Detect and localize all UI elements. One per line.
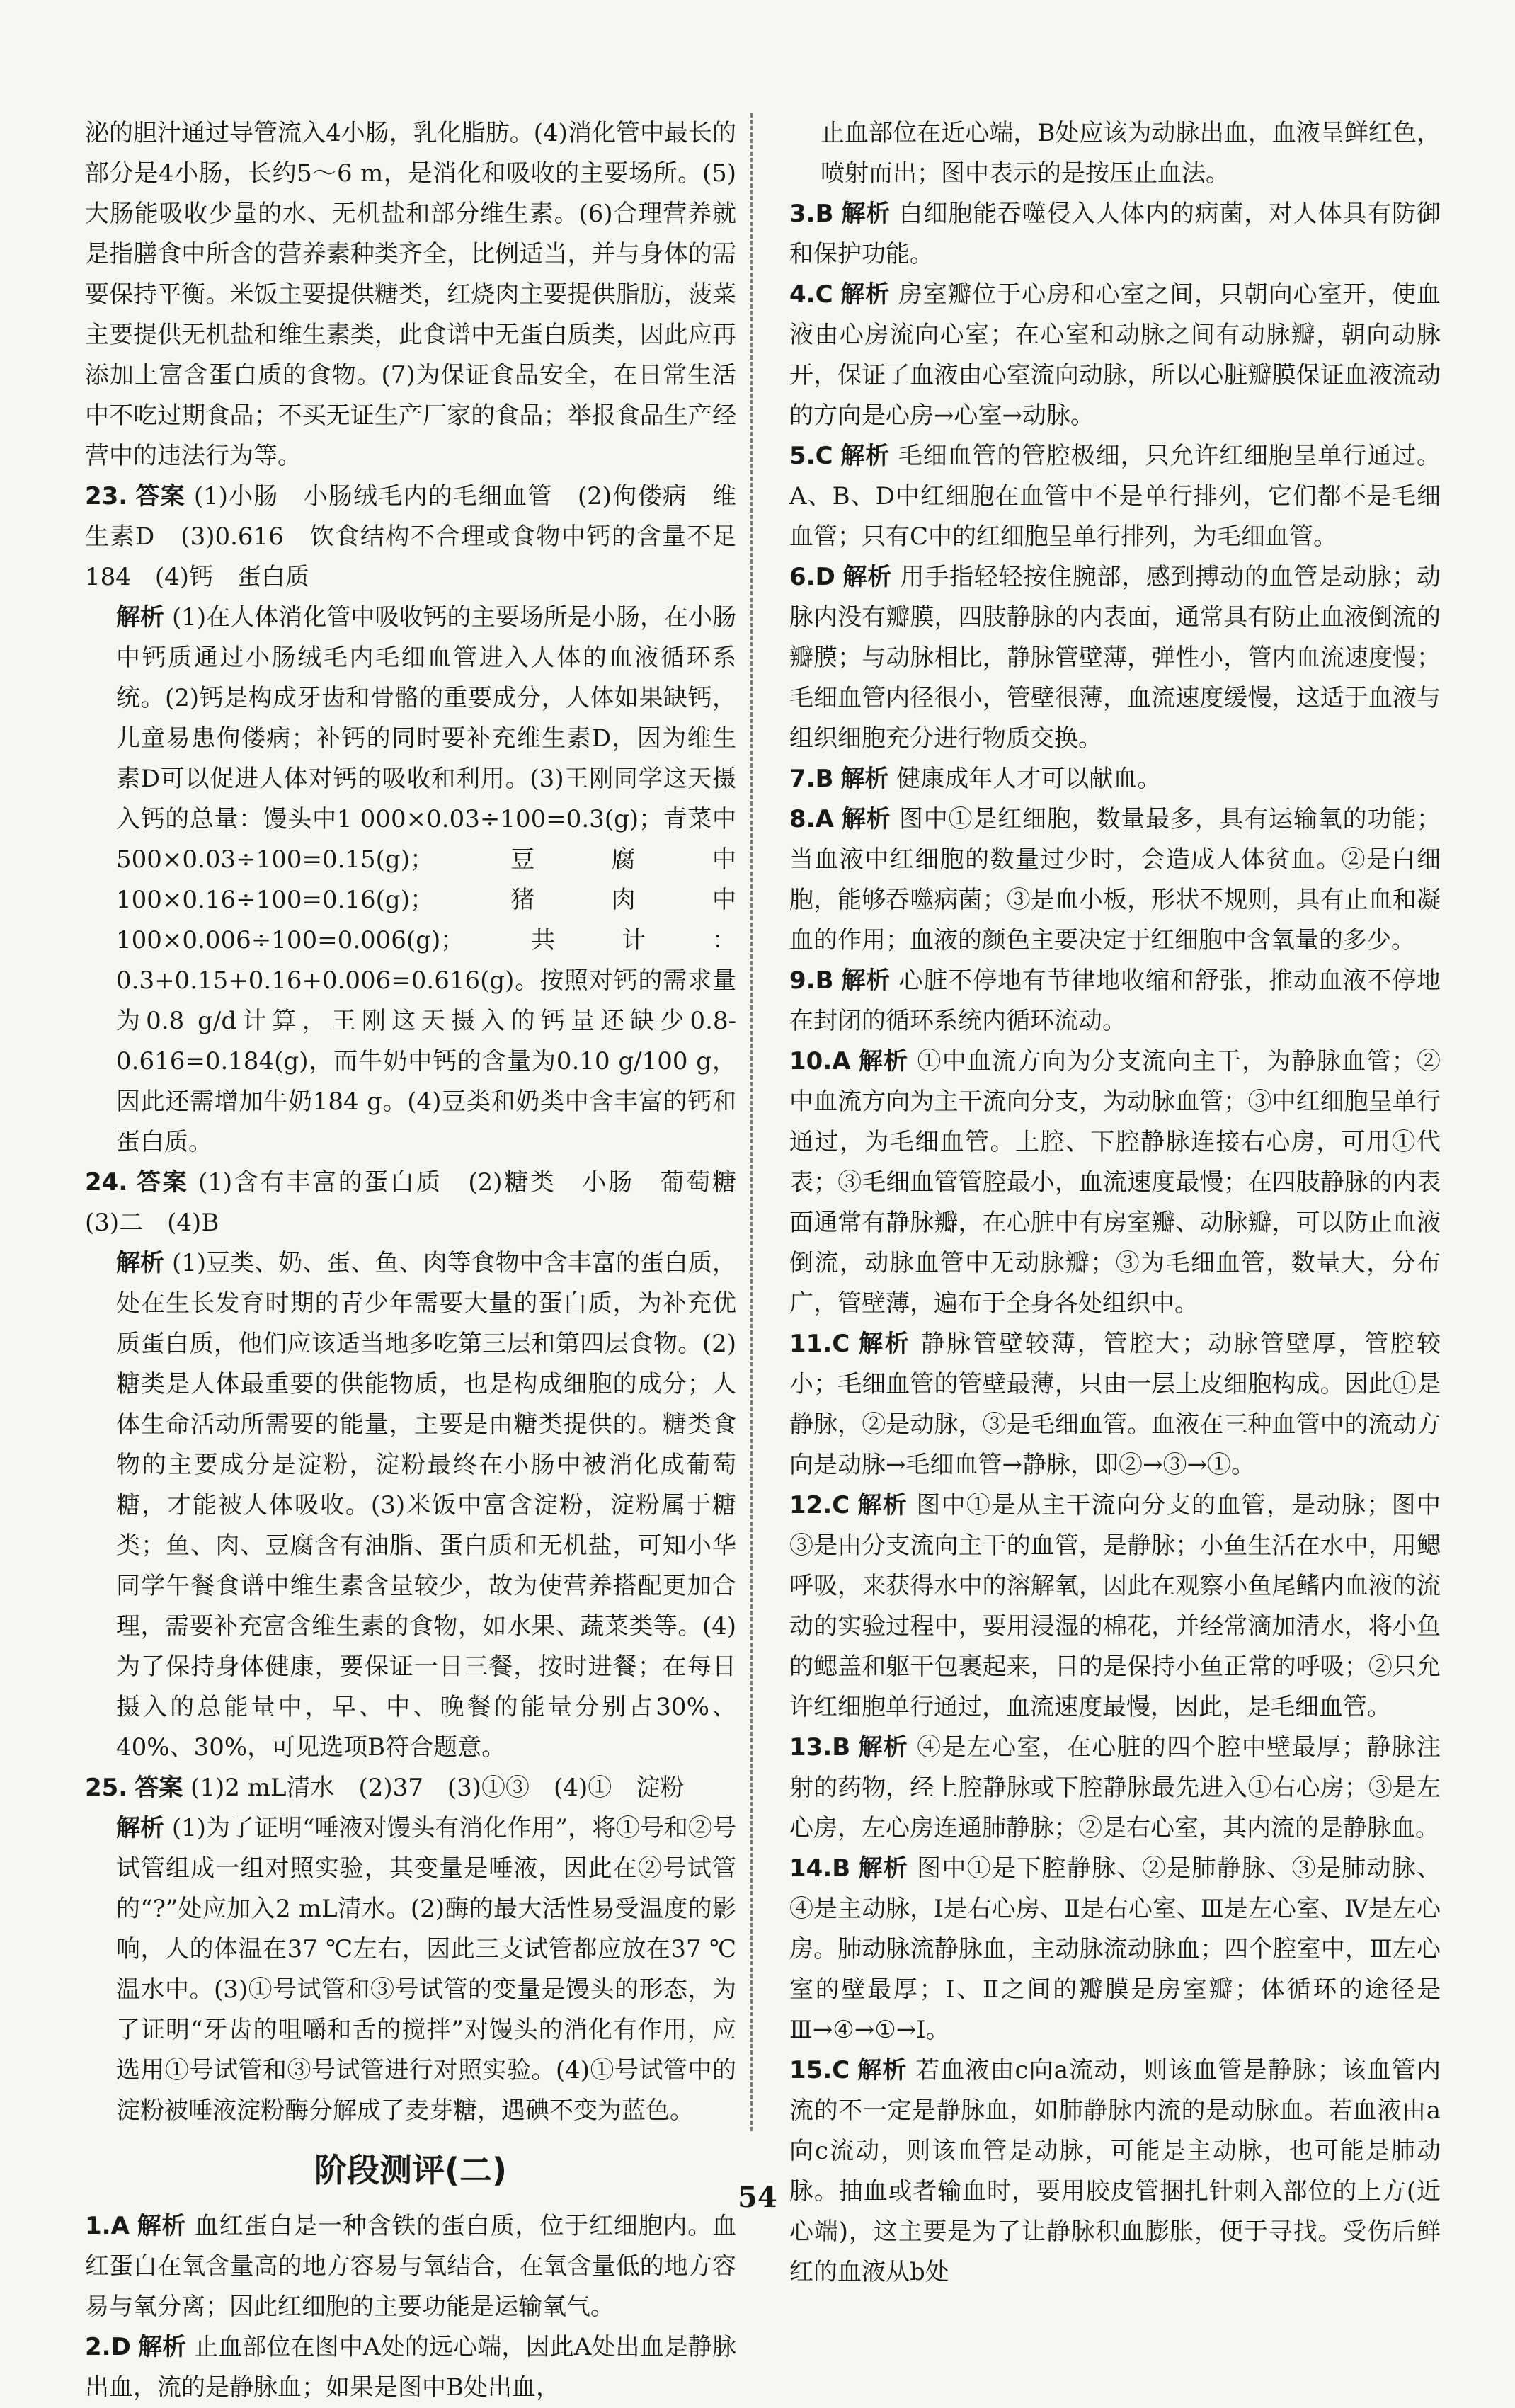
list-item (789, 1042, 1441, 1324)
analysis-text: 白细胞能吞噬侵入人体内的病菌，对人体具有防御和保护功能。 (789, 200, 1441, 268)
analysis-text: 静脉管壁较薄，管腔大；动脉管壁厚，管腔较小；毛细血管的管壁最薄，只由一层上皮细胞构成。因此①是静脉，②是动脉，③是毛细血管。血液在三种血管中的流动方向是动脉→毛细血管→静脉，即②→③→①。 (789, 1330, 1441, 1479)
column-divider (750, 113, 753, 2131)
answer-letter: B (815, 765, 834, 793)
question-number: 12. (789, 1491, 833, 1519)
list-item (789, 799, 1441, 961)
list-item (789, 759, 1441, 799)
answer-letter: B (832, 1733, 851, 1762)
analysis-label: 解析 (857, 1733, 909, 1762)
list-item (789, 194, 1441, 275)
analysis-text: 健康成年人才可以献血。 (896, 765, 1162, 793)
list-item (789, 1728, 1441, 1849)
answer-letter: C (832, 1491, 850, 1519)
analysis-label: 解析 (116, 1249, 165, 1277)
question-number: 13. (789, 1733, 833, 1762)
list-item (789, 1849, 1441, 2050)
answer-letter: C (832, 2056, 850, 2084)
stage-item-2 (85, 2327, 736, 2408)
answer-list (789, 194, 1441, 2293)
answer-letter: B (832, 1854, 851, 1883)
analysis-label: 解析 (857, 1854, 909, 1883)
item-2-continuation: 止血部位在近心端，B处应该为动脉出血，血液呈鲜红色，喷射而出；图中表示的是按压止血法。 (821, 119, 1441, 188)
question-24 (85, 1163, 760, 1768)
analysis-text: (1)豆类、奶、蛋、鱼、肉等食物中含丰富的蛋白质，处在生长发育时期的青少年需要大量的蛋白质，为补充优质蛋白质，他们应该适当地多吃第三层和第四层食物。(2)糖类是人体最重要的供能物质，也是构成细胞的成分；人体生命活动所需要的能量，主要是由糖类提供的。糖类食物的主要成分是淀粉，淀粉最终在小肠中被消化成葡萄糖，才能被人体吸收。(3)米饭中富含淀粉，淀粉属于糖类；鱼、肉、豆腐含有油脂、蛋白质和无机盐，可知小华同学午餐食谱中维生素含量较少，故为使营养搭配更加合理，需要补充富含维生素的食物，如水果、蔬菜类等。(4)为了保持身体健康，要保证一日三餐，按时进餐；在每日摄入的总能量中，早、中、晚餐的能量分别占30%、40%、30%，可见选项B符合题意。 (116, 1249, 737, 1762)
question-number: 5. (789, 442, 816, 470)
analysis-text: 毛细血管的管腔极细，只允许红细胞呈单行通过。A、B、D中红细胞在血管中不是单行排列，它们都不是毛细血管；只有C中的红细胞呈单行排列，为毛细血管。 (789, 442, 1441, 551)
answer-letter: C (832, 1330, 850, 1358)
question-number: 6. (789, 563, 816, 591)
answer-letter: B (815, 966, 834, 995)
section-title: 阶段测评(二) (314, 2151, 508, 2189)
list-item (789, 961, 1441, 1042)
list-item (789, 557, 1441, 759)
question-number: 25. (85, 1774, 128, 1802)
list-item (789, 436, 1441, 557)
analysis-label: 解析 (840, 280, 891, 309)
answer-letter: D (815, 563, 835, 591)
question-number: 3. (789, 200, 816, 228)
answer-letter: D (110, 2333, 131, 2361)
analysis-text: 用手指轻轻按住腕部，感到搏动的血管是动脉；动脉内没有瓣膜，四肢静脉的内表面，通常具有防止血液倒流的瓣膜；与动脉相比，静脉管壁薄，弹性小，管内血流速度慢；毛细血管内径很小，管壁很薄，血流速度缓慢，这适于血液与组织细胞充分进行物质交换。 (789, 563, 1441, 753)
analysis-text: 房室瓣位于心房和心室之间，只朝向心室开，使血液由心房流向心室；在心室和动脉之间有动脉瓣，朝向动脉开，保证了血液由心室流向动脉，所以心脏瓣膜保证血液流动的方向是心房→心室→动脉。 (789, 280, 1441, 430)
answer-letter: B (815, 200, 834, 228)
analysis-text: 心脏不停地有节律地收缩和舒张，推动血液不停地在封闭的循环系统内循环流动。 (789, 966, 1441, 1035)
answer-letter: C (815, 280, 833, 309)
analysis-label: 解析 (137, 2333, 187, 2361)
analysis-label: 解析 (842, 563, 893, 591)
analysis-text: 止血部位在图中A处的远心端，因此A处出血是静脉出血，流的是静脉血；如果是图中B处出血， (85, 2333, 737, 2402)
analysis-text: (1)为了证明“唾液对馒头有消化作用”，将①号和②号试管组成一组对照实验，其变量是唾液，因此在②号试管的“?”处应加入2 mL清水。(2)酶的最大活性易受温度的影响，人的体温在37 ℃左右，因此三支试管都应放在37 ℃温水中。(3)①号试管和③号试管的变量是馒头的形态，为了证明“牙齿的咀嚼和舌的搅拌”对馒头的消化有作用，应选用①号试管和③号试管进行对照实验。(4)①号试管中的淀粉被唾液淀粉酶分解成了麦芽糖，遇碘不变为蓝色。 (116, 1814, 737, 2125)
question-number: 1. (85, 2212, 111, 2240)
question-number: 2. (85, 2333, 111, 2361)
question-23 (85, 477, 760, 1163)
analysis-label: 解析 (857, 1491, 908, 1519)
list-item (789, 275, 1441, 436)
question-25 (85, 1768, 736, 2131)
analysis-label: 解析 (857, 2056, 908, 2084)
question-number: 7. (789, 765, 816, 793)
list-item (789, 1324, 1441, 1485)
analysis-label: 解析 (840, 966, 891, 995)
answer-letter: A (110, 2212, 130, 2240)
analysis-text: 血红蛋白是一种含铁的蛋白质，位于红细胞内。血红蛋白在氧含量高的地方容易与氧结合，在氧含量低的地方容易与氧分离；因此红细胞的主要功能是运输氧气。 (85, 2212, 737, 2321)
answer-letter: A (815, 805, 834, 833)
answer-letter: C (815, 442, 833, 470)
analysis-label: 解析 (136, 2212, 187, 2240)
analysis-label: 解析 (840, 765, 889, 793)
question-number: 15. (789, 2056, 833, 2084)
question-number: 4. (789, 280, 816, 309)
answer-text: (1)小肠 小肠绒毛内的毛细血管 (2)佝偻病 维生素D (3)0.616 饮食结构不合理或食物中钙的含量不足 184 (4)钙 蛋白质 (85, 482, 760, 591)
analysis-text: 若血液由c向a流动，则该血管是静脉；该血管内流的不一定是静脉血，如肺静脉内流的是动脉血。若血液由a向c流动，则该血管是动脉，可能是主动脉，也可能是肺动脉。抽血或者输血时，要用胶皮管捆扎针刺入部位的上方(近心端)，这主要是为了让静脉积血膨胀，便于寻找。受伤后鲜红的血液从b处 (789, 2056, 1441, 2286)
stage-item-1 (85, 2206, 736, 2327)
list-item (789, 2050, 1441, 2293)
analysis-label: 解析 (840, 442, 891, 470)
analysis-label: 解析 (857, 1047, 909, 1075)
answer-label: 答案 (135, 1774, 183, 1802)
question-number: 8. (789, 805, 816, 833)
question-number: 14. (789, 1854, 833, 1883)
right-column (789, 113, 1441, 2293)
analysis-label: 解析 (116, 603, 165, 632)
analysis-label: 解析 (840, 200, 891, 228)
question-number: 24. (85, 1168, 128, 1197)
analysis-label: 解析 (857, 1330, 911, 1358)
answer-letter: A (832, 1047, 851, 1075)
analysis-label: 解析 (116, 1814, 165, 1842)
answer-label: 答案 (135, 1168, 189, 1197)
q22-continuation: 泌的胆汁通过导管流入4小肠，乳化脂肪。(4)消化管中最长的部分是4小肠，长约5～6 m，是消化和吸收的主要场所。(5)大肠能吸收少量的水、无机盐和部分维生素。(6)合理营养就是指膳食中所含的营养素种类齐全，比例适当，并与身体的需要保持平衡。米饭主要提供糖类，红烧肉主要提供脂肪，菠菜主要提供无机盐和维生素类，此食谱中无蛋白质类，因此应再添加上富含蛋白质的食物。(7)为保证食品安全，在日常生活中不吃过期食品；不买无证生产厂家的食品；举报食品生产经营中的违法行为等。 (85, 119, 736, 470)
list-item (789, 1485, 1441, 1728)
question-number: 10. (789, 1047, 833, 1075)
analysis-text: 图中①是下腔静脉、②是肺静脉、③是肺动脉、④是主动脉，Ⅰ是右心房、Ⅱ是右心室、Ⅲ是左心室、Ⅳ是左心房。肺动脉流静脉血，主动脉流动脉血；四个腔室中，Ⅲ左心室的壁最厚；Ⅰ、Ⅱ之间的瓣膜是房室瓣；体循环的途径是Ⅲ→④→①→Ⅰ。 (789, 1854, 1441, 2044)
analysis-text: (1)在人体消化管中吸收钙的主要场所是小肠，在小肠中钙质通过小肠绒毛内毛细血管进入人体的血液循环系统。(2)钙是构成牙齿和骨骼的重要成分，人体如果缺钙，儿童易患佝偻病；补钙的同时要补充维生素D，因为维生素D可以促进人体对钙的吸收和利用。(3)王刚同学这天摄入钙的总量：馒头中1 000×0.03÷100=0.3(g)；青菜中500×0.03÷100=0.15(g)；豆腐中100×0.16÷100=0.16(g)；猪肉中100×0.006÷100=0.006(g)；共计：0.3+0.15+0.16+0.006=0.616(g)。按照对钙的需求量为0.8 g/d计算，王刚这天摄入的钙量还缺少0.8-0.616=0.184(g)，而牛奶中钙的含量为0.10 g/100 g，因此还需增加牛奶184 g。(4)豆类和奶类中含丰富的钙和蛋白质。 (116, 603, 737, 1156)
analysis-text: ④是左心室，在心脏的四个腔中壁最厚；静脉注射的药物，经上腔静脉或下腔静脉最先进入①右心房；③是左心房，左心房连通肺静脉；②是右心室，其内流的是静脉血。 (789, 1733, 1441, 1842)
question-number: 9. (789, 966, 816, 995)
analysis-text: 图中①是红细胞，数量最多，具有运输氧的功能；当血液中红细胞的数量过少时，会造成人体贫血。②是白细胞，能够吞噬病菌；③是血小板，形状不规则，具有止血和凝血的作用；血液的颜色主要决定于红细胞中含氧量的多少。 (789, 805, 1441, 954)
question-number: 23. (85, 482, 128, 510)
analysis-label: 解析 (840, 805, 891, 833)
answer-label: 答案 (135, 482, 185, 510)
analysis-text: 图中①是从主干流向分支的血管，是动脉；图中③是由分支流向主干的血管，是静脉；小鱼生活在水中，用鳃呼吸，来获得水中的溶解氧，因此在观察小鱼尾鳍内血液的流动的实验过程中，要用浸湿的棉花，并经常滴加清水，将小鱼的鳃盖和躯干包裹起来，目的是保持小鱼正常的呼吸；②只允许红细胞单行通过，血流速度最慢，因此，是毛细血管。 (789, 1491, 1441, 1721)
answer-text: (1)2 mL清水 (2)37 (3)①③ (4)① 淀粉 (190, 1774, 685, 1802)
answer-text: (1)含有丰富的蛋白质 (2)糖类 小肠 葡萄糖 (3)二 (4)B (85, 1168, 760, 1237)
question-number: 11. (789, 1330, 833, 1358)
analysis-text: ①中血流方向为分支流向主干，为静脉血管；②中血流方向为主干流向分支，为动脉血管；③中红细胞呈单行通过，为毛细血管。上腔、下腔静脉连接右心房，可用①代表；③毛细血管管腔最小，血流速度最慢；在四肢静脉的内表面通常有静脉瓣，在心脏中有房室瓣、动脉瓣，可以防止血液倒流，动脉血管中无动脉瓣；③为毛细血管，数量大，分布广，管壁薄，遍布于全身各处组织中。 (789, 1047, 1441, 1318)
page-number: 54 (738, 2181, 777, 2214)
